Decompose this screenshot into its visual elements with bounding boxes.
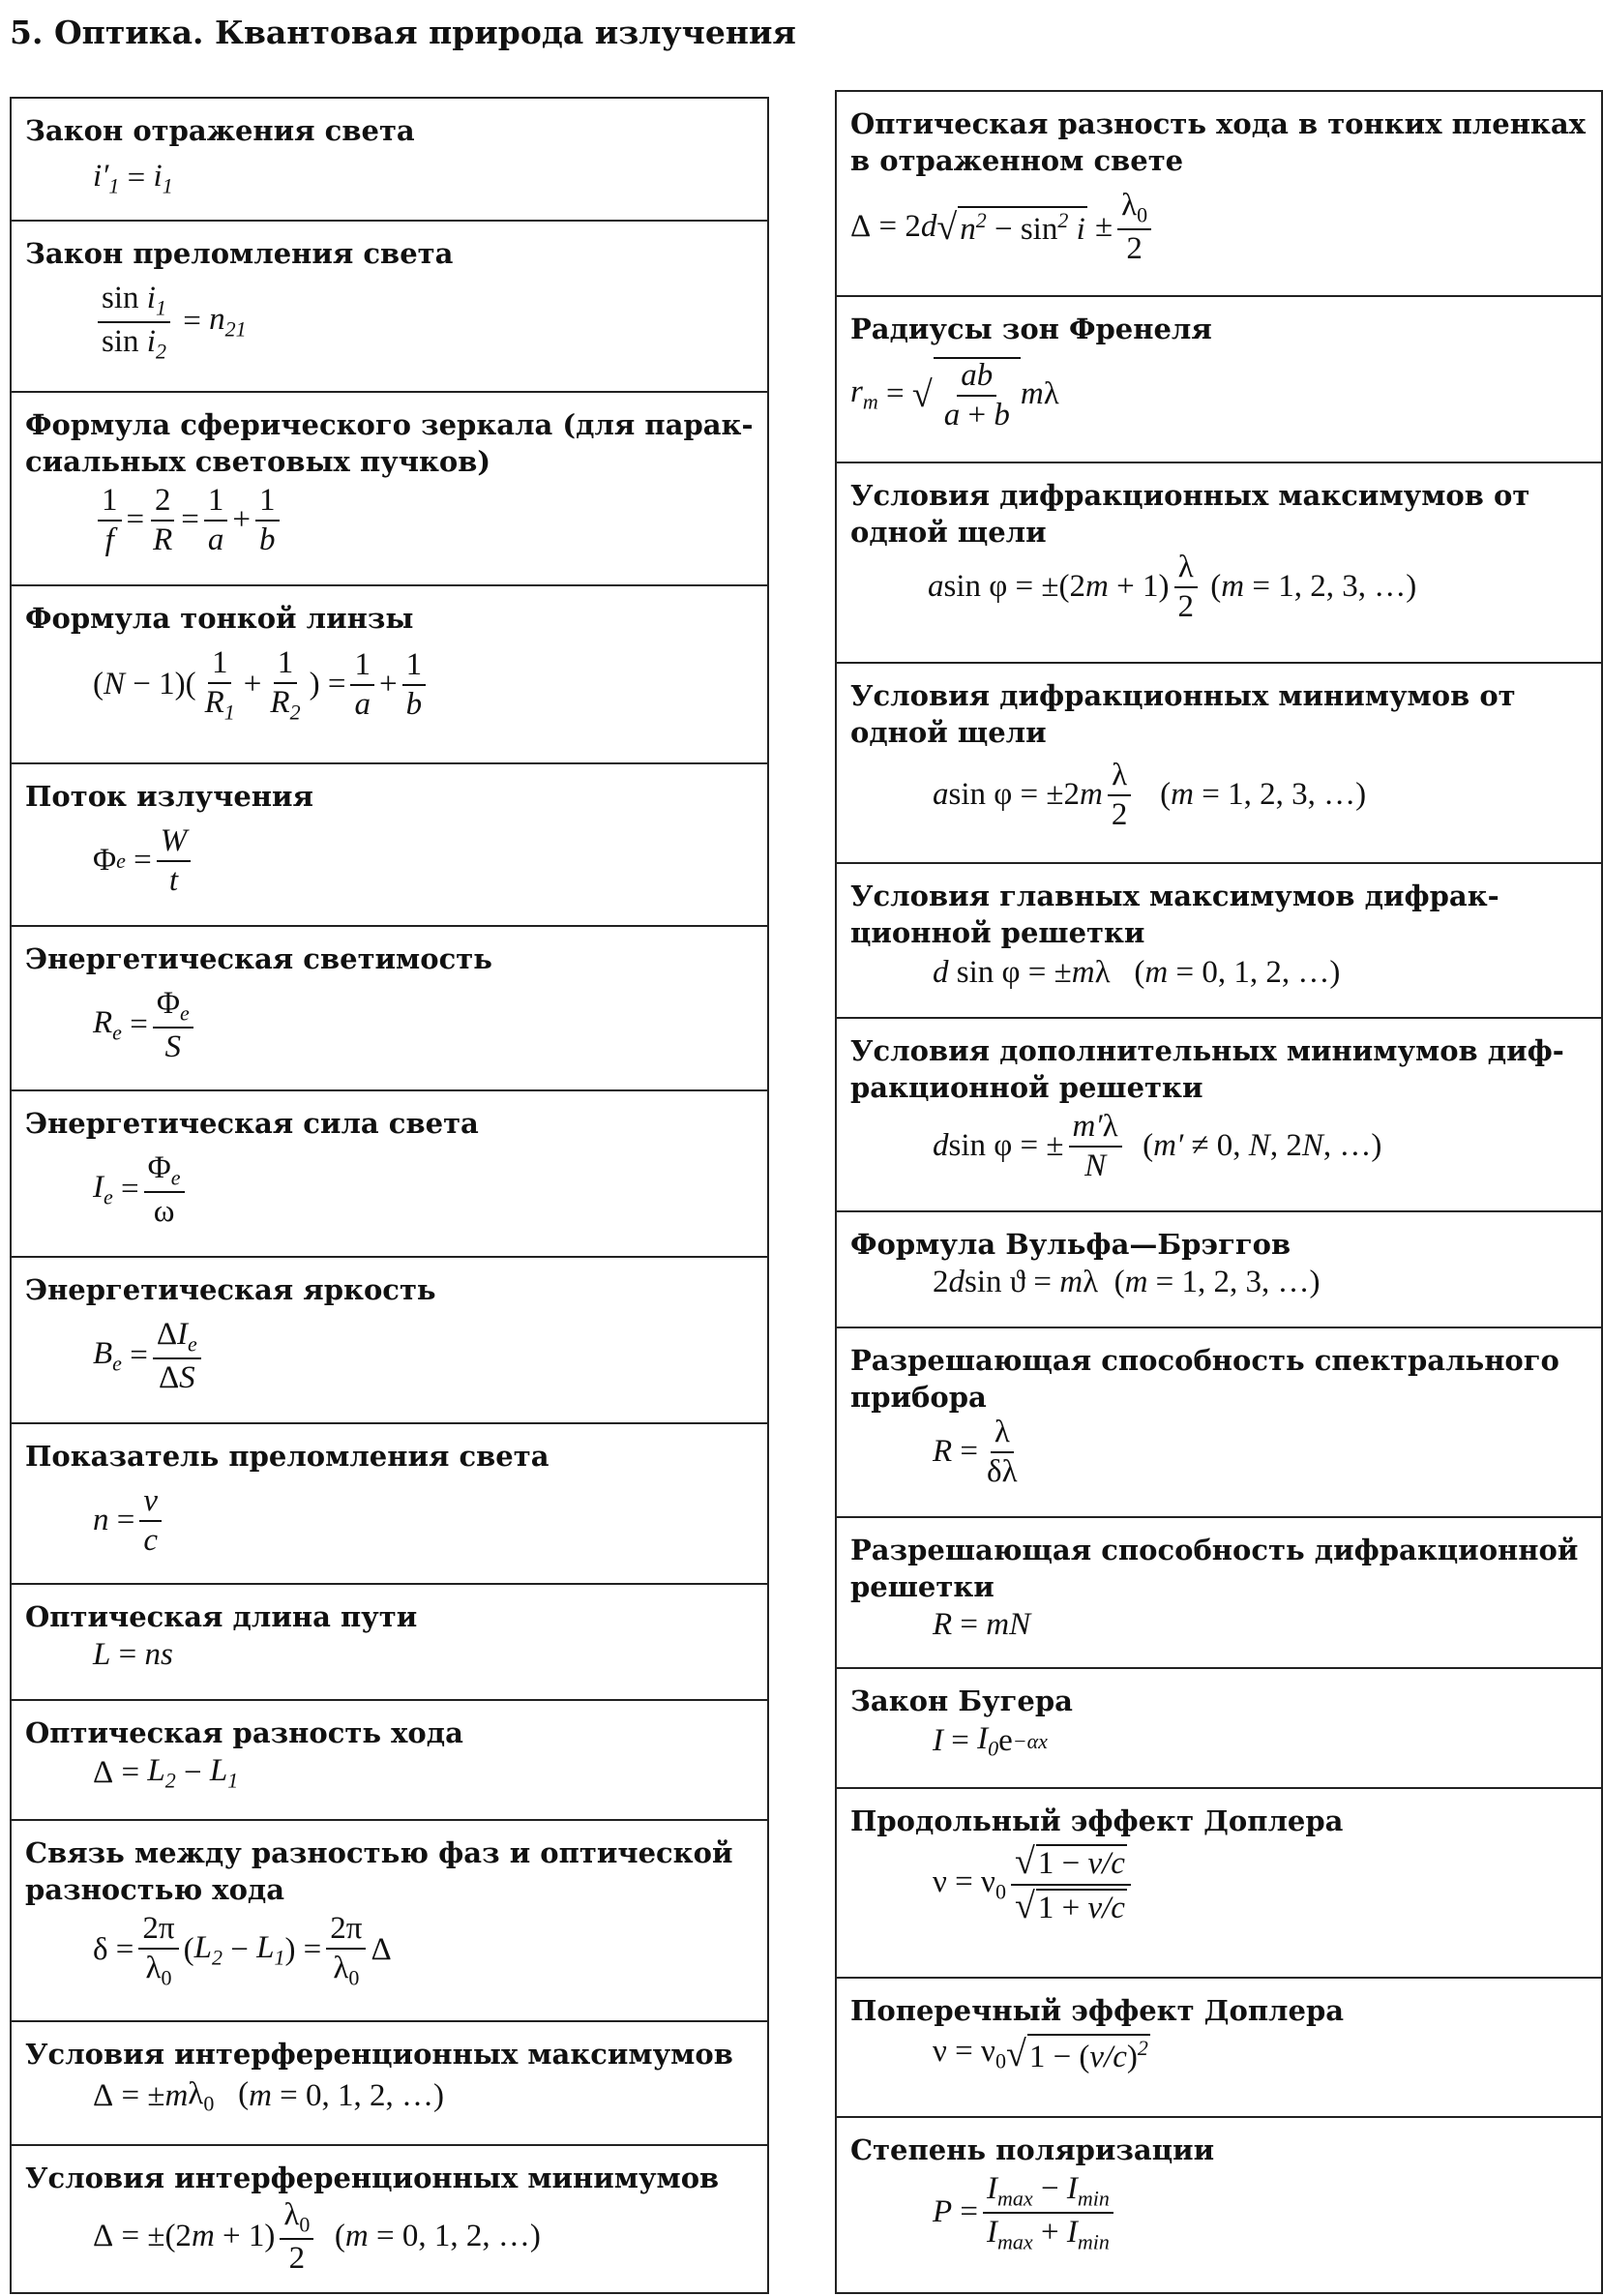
formula-title: Энергетическая светимость (25, 942, 492, 975)
formula-cell (12, 2146, 767, 2296)
formula: n = $\frac{v}{c}$ (25, 1484, 756, 1557)
formula-title: Продольный эффект Доплера (850, 1804, 1344, 1837)
formula-cell (12, 2022, 767, 2146)
formula-cell (12, 1424, 767, 1585)
formula-cell (837, 1212, 1601, 1328)
formula-title: Оптическая разность хода (25, 1716, 463, 1749)
formula-title: Радиусы зон Френеля (850, 313, 1212, 345)
formula: $\frac{1}{f}$ = $\frac{2}{R}$ = $\frac{1}{a}$ + $\frac{1}{b}$ (25, 484, 756, 556)
formula: a sin φ = ±(2 m + 1) $\frac{\lambda}{2}$ ( m = 1, 2, 3, …) (928, 550, 1417, 624)
formula-cell (837, 1669, 1601, 1789)
formula: ( N − 1)( $\frac{1}{R_1}$ + $\frac{1}{R_2}$ ) = $\frac{1}{a}$ + $\frac{1}{b}$ (25, 646, 756, 723)
formula-title: Поток излучения (25, 780, 313, 813)
page-title: 5. Оптика. Квантовая природа излучения (10, 14, 796, 51)
formula-cell (837, 1518, 1601, 1669)
formula-cell (837, 1979, 1601, 2118)
formula-title: Поперечный эффект Доплера (850, 1994, 1345, 2027)
formula-title: Разрешающая способность спектрального прибора (850, 1344, 1559, 1414)
formula: $R_e$ = $\frac{\Phi_e}{S}$ (25, 987, 756, 1063)
formula-title: Условия дифракционных максимумов от одной щели (850, 479, 1530, 549)
formula: $\frac{\sin i_1}{\sin i_2}$ = $n_{21}$ (25, 282, 756, 362)
formula-cell (12, 927, 767, 1091)
formula: 2 d sin ϑ = m λ ( m = 1, 2, 3, …) (933, 1265, 1321, 1299)
formula-cell (12, 1821, 767, 2022)
formula-title: Оптическая длина пути (25, 1600, 418, 1633)
formula: P = $\frac{I_{max} - I_{min}}{I_{max} + I_{min}}$ (850, 2172, 1589, 2252)
formula-cell (12, 222, 767, 393)
right-formula-column (835, 90, 1603, 2294)
formula: $I_e$ = $\frac{\Phi_e}{\omega}$ (25, 1151, 756, 1228)
formula-cell (837, 1789, 1601, 1979)
formula-cell (12, 393, 767, 586)
formula: Φ e = $\frac{W}{t}$ (25, 824, 756, 897)
formula-title: Условия главных максимумов дифрак-ционной решетки (850, 880, 1499, 949)
formula: Δ = ± m $\lambda_0$ ( m = 0, 1, 2, …) (93, 2076, 445, 2116)
formula-cell (12, 586, 767, 764)
formula-cell (837, 864, 1601, 1019)
formula-cell (837, 92, 1601, 297)
formula: a sin φ = ±2 m $\frac{\lambda}{2}$ ( m = 1, 2, 3, …) (933, 758, 1367, 832)
formula: $\nu = \nu_0$ √ $1 - (v/c)^2$ (933, 2034, 1148, 2074)
formula-title: Степень поляризации (850, 2133, 1215, 2166)
formula-title: Закон преломления света (25, 237, 454, 270)
formula-cell (837, 463, 1601, 664)
formula: $\nu = \nu_0$ $\frac{√1 - v/c}{√1 + v/c}$ (850, 1843, 1589, 1926)
formula: R = mN (933, 1607, 1031, 1642)
formula-title: Энергетическая яркость (25, 1273, 436, 1306)
formula-cell (12, 1091, 767, 1258)
formula-cell (837, 1328, 1601, 1518)
formula-title: Оптическая разность хода в тонких пленках в отраженном свете (850, 107, 1586, 177)
formula-cell (12, 1701, 767, 1821)
formula-title: Закон Бугера (850, 1685, 1073, 1717)
formula-cell (837, 2118, 1601, 2296)
formula-title: Условия интерференционных максимумов (25, 2038, 733, 2071)
formula-title: Показатель преломления света (25, 1440, 549, 1473)
formula: $i'_1$ = $i_1$ (93, 159, 173, 198)
formula: Δ = $L_2$ − $L_1$ (93, 1753, 239, 1793)
formula-title: Энергетическая сила света (25, 1107, 479, 1140)
formula-title: Формула тонкой линзы (25, 602, 414, 635)
formula-cell (837, 664, 1601, 864)
formula-cell (12, 1585, 767, 1701)
formula: L = ns (93, 1637, 173, 1672)
formula: Δ = 2 d √ $n^2 - \sin^2 i$ ± $\frac{\lambda_0}{2}$ (850, 189, 1589, 265)
formula-title: Связь между разностью фаз и оптической разностью хода (25, 1836, 733, 1906)
formula: d sin φ = ± $\frac{m'\lambda}{N}$ ( m′ ≠ 0, N , 2 N , …) (933, 1109, 1382, 1183)
formula: $B_e$ = $\frac{\Delta I_e}{\Delta S}$ (25, 1318, 756, 1394)
formula-title: Формула Вульфа—Брэггов (850, 1228, 1291, 1261)
formula-cell (12, 1258, 767, 1424)
formula: I = $I_0$ e −αx (933, 1721, 1048, 1761)
formula-title: Условия дифракционных минимумов от одной щели (850, 679, 1516, 749)
formula-title: Разрешающая способность дифракционной решетки (850, 1534, 1579, 1603)
formula: d sin φ = ± m λ ( m = 0, 1, 2, …) (933, 955, 1341, 990)
formula-cell (837, 297, 1601, 463)
formula: Δ = ±(2 m + 1) $\frac{\lambda_0}{2}$ ( m = 0, 1, 2, …) (93, 2197, 541, 2276)
formula-title: Условия интерференционных минимумов (25, 2162, 720, 2194)
formula: δ = $\frac{2\pi}{\lambda_0}$ ( $L_2$ − $L_1$ ) = $\frac{2\pi}{\lambda_0}$ Δ (93, 1911, 392, 1990)
formula-cell (12, 99, 767, 222)
formula-title: Формула сферического зеркала (для парак-сиальных световых пучков) (25, 408, 754, 478)
formula-title: Закон отражения света (25, 114, 415, 147)
formula: $r_m$ = √ $\frac{ab}{a + b}$ m λ (850, 358, 1059, 432)
formula-cell (837, 1019, 1601, 1212)
formula-cell (12, 764, 767, 927)
formula-title: Условия дополнительных минимумов диф-ракционной решетки (850, 1034, 1564, 1104)
formula: R = $\frac{\lambda}{\delta\lambda}$ (933, 1415, 1018, 1489)
left-formula-column (10, 97, 769, 2294)
